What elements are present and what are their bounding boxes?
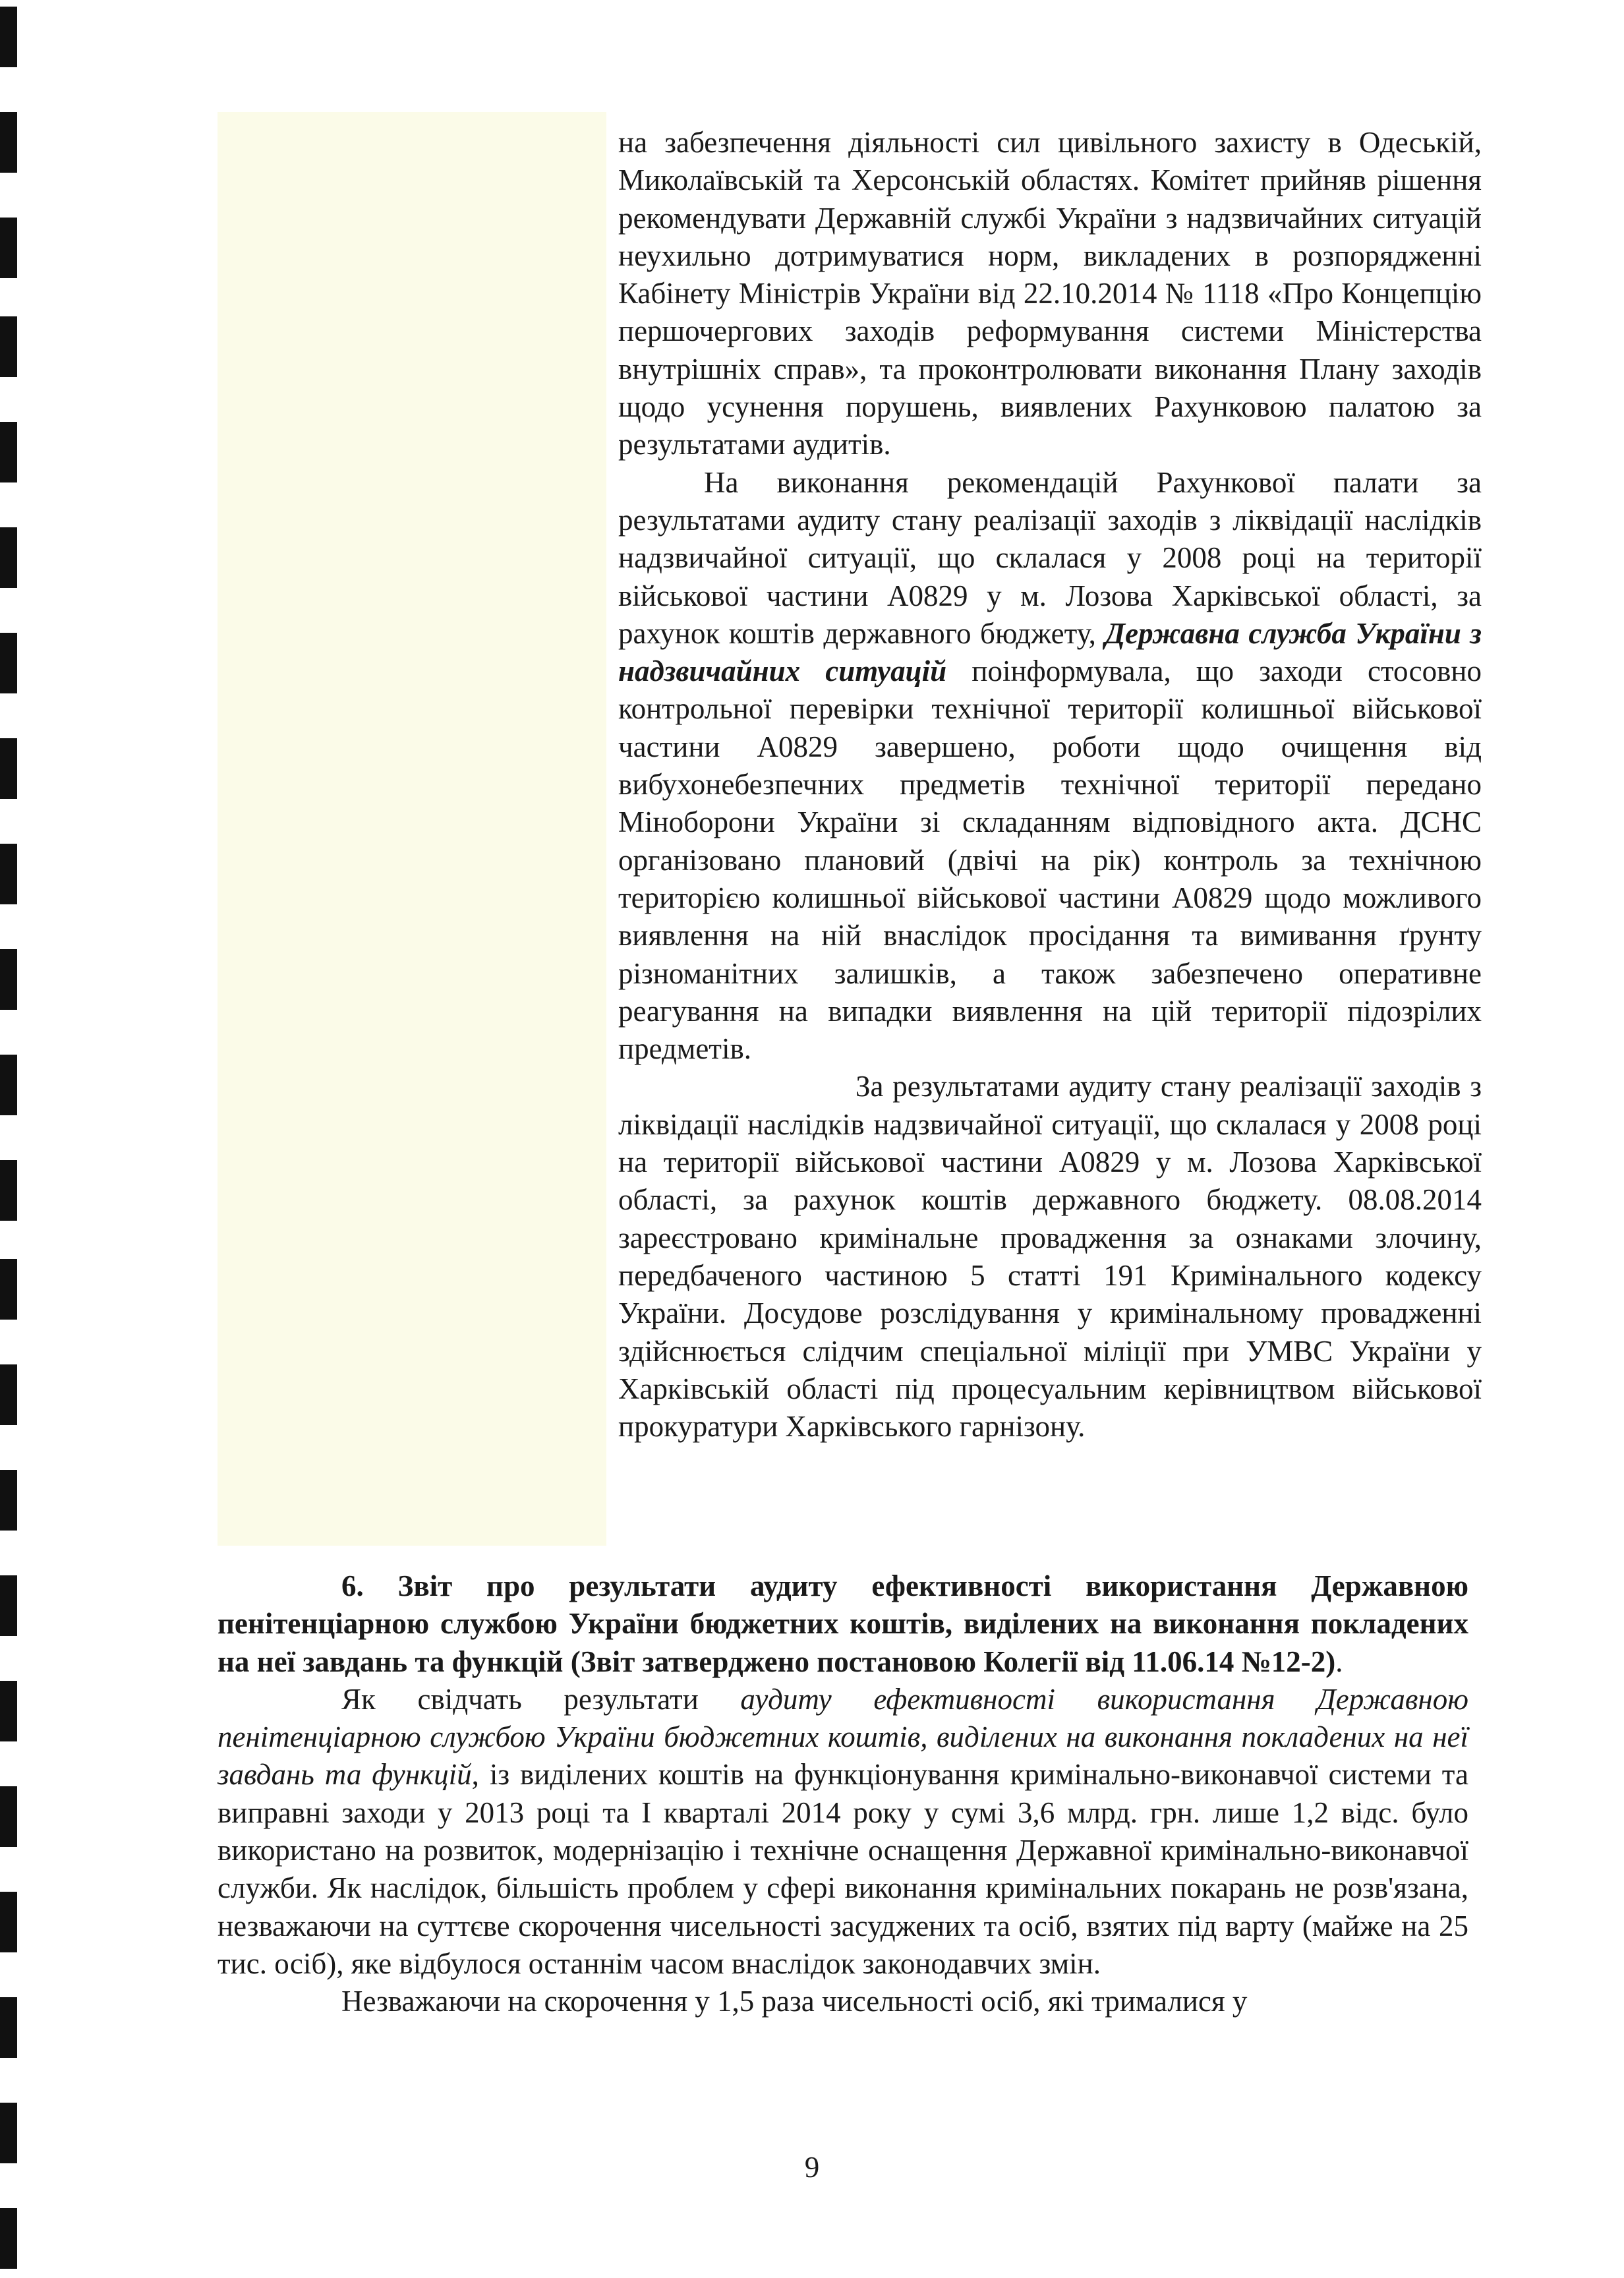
binding-hole bbox=[0, 1470, 17, 1531]
binding-hole bbox=[0, 112, 17, 173]
binding-hole bbox=[0, 2208, 17, 2269]
binding-marks bbox=[0, 0, 26, 2278]
section-paragraph-2: Незважаючи на скорочення у 1,5 раза чисельності осіб, які трималися у bbox=[341, 1985, 1248, 2018]
agency-name-emphasis: Державна служба України з надзвичайних ситуацій bbox=[618, 616, 1482, 688]
section-heading-tail: . bbox=[1335, 1645, 1343, 1678]
binding-hole bbox=[0, 1892, 17, 1952]
binding-hole bbox=[0, 738, 17, 799]
binding-hole bbox=[0, 1681, 17, 1741]
binding-hole bbox=[0, 844, 17, 904]
section-paragraph-1 bbox=[218, 1681, 1468, 1983]
section-paragraph-1-body: , із виділених коштів на функціонування кримінально-виконавчої системи та виправні заходи у 2013 році та І кварталі 2014 року у сумі 3,6 млрд. грн. лише 1,2 відс. було використано на розвиток, модернізацію і технічне оснащення Державної кримінально-виконавчої служби. Як наслідок, більшість проблем у сфері виконання кримінальних покарань не розв'язана, незважаючи на суттєве скорочення чисельності засуджених та осіб, взятих під варту (майже на 25 тис. осіб), яке відбулося останнім часом внаслідок законодавчих змін. bbox=[218, 1758, 1468, 1980]
section-heading-text: 6. Звіт про результати аудиту ефективності використання Державною пенітенціарною службою України бюджетних коштів, виділених на виконання покладених на неї завдань та функцій (Звіт затверджено постановою Колегії від 11.06.14 №12-2) bbox=[218, 1569, 1468, 1678]
section-6 bbox=[218, 1567, 1468, 2021]
binding-hole bbox=[0, 1997, 17, 2058]
audit-title-italic: аудиту ефективності використання Державною пенітенціарною службою України бюджетних коштів, виділених на виконання покладених на неї завдань та функцій bbox=[218, 1682, 1468, 1792]
binding-hole bbox=[0, 316, 17, 377]
binding-hole bbox=[0, 1055, 17, 1115]
page-number: 9 bbox=[804, 2151, 820, 2184]
section-paragraph-1-lead: Як свідчать результати bbox=[341, 1682, 741, 1716]
binding-hole bbox=[0, 7, 17, 67]
upper-text-column bbox=[618, 124, 1482, 1446]
binding-hole bbox=[0, 1575, 17, 1636]
upper-paragraph-2-text: На виконання рекомендацій Рахункової палати за результатами аудиту стану реалізації заходів з ліквідації наслідків надзвичайної ситуації, що склалася у 2008 році на території військової частини А0829 у м. Лозова Харківської області, за рахунок коштів державного бюджету, bbox=[618, 465, 1482, 650]
binding-hole bbox=[0, 1259, 17, 1320]
binding-hole bbox=[0, 1786, 17, 1847]
upper-paragraph-2 bbox=[618, 464, 1482, 1068]
upper-paragraph-3: За результатами аудиту стану реалізації заходів з ліквідації наслідків надзвичайної ситуації, що склалася у 2008 році на території військової частини А0829 у м. Лозова Харківської області, за рахунок коштів державного бюджету. 08.08.2014 зареєстровано кримінальне провадження за ознаками злочину, передбаченого частиною 5 статті 191 Кримінального кодексу України. Досудове розслідування у кримінальному провадженні здійснюється слідчим спеціальної міліції при УМВС України у Харківській області під процесуальним керівництвом військової прокуратури Харківського гарнізону. bbox=[618, 1070, 1482, 1444]
binding-hole bbox=[0, 1364, 17, 1425]
upper-paragraph-2-text-tail: поінформувала, що заходи стосовно контрольної перевірки технічної території колишньої військової частини А0829 завершено, роботи щодо очищення від вибухонебезпечних предметів технічної території передано Міноборони України зі складанням відповідного акта. ДСНС організовано плановий (двічі на рік) контроль за технічною територією колишньої військової частини А0829 щодо можливого виявлення на ній внаслідок просідання та вимивання ґрунту різноманітних залишків, а також забезпечено оперативне реагування на випадки виявлення на цій території підозрілих предметів. bbox=[618, 655, 1482, 1066]
binding-hole bbox=[0, 218, 17, 278]
section-heading bbox=[218, 1567, 1468, 1681]
upper-paragraph-1: на забезпечення діяльності сил цивільного захисту в Одеській, Миколаївській та Херсонській областях. Комітет прийняв рішення рекомендувати Державній службі України з надзвичайних ситуацій неухильно дотримуватися норм, викладених в розпорядженні Кабінету Міністрів України від 22.10.2014 № 1118 «Про Концепцію першочергових заходів реформування системи Міністерства внутрішніх справ», та проконтролювати виконання Плану заходів щодо усунення порушень, виявлених Рахунковою палатою за результатами аудитів. bbox=[618, 126, 1482, 461]
binding-hole bbox=[0, 1160, 17, 1221]
highlight-tint bbox=[218, 112, 606, 1546]
binding-hole bbox=[0, 527, 17, 588]
binding-hole bbox=[0, 633, 17, 693]
binding-hole bbox=[0, 949, 17, 1010]
binding-hole bbox=[0, 422, 17, 482]
